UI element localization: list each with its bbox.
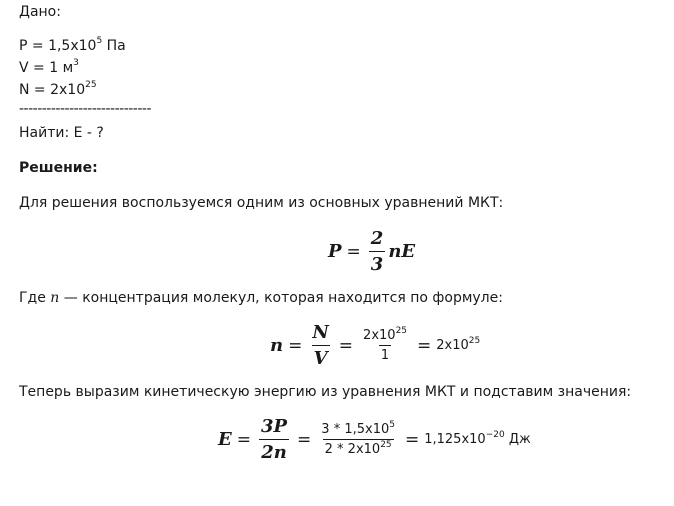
solution-heading: Решение: <box>19 160 98 176</box>
eq3-fraction-2: $\frac{3 * 1,5x10^5}{2 * 2x10^{25}}$ <box>321 419 395 457</box>
eq1-fraction: $\frac{2}{3}$ <box>370 228 384 275</box>
then-line: Теперь выразим кинетическую энергию из уравнения МКТ и подставим значения: <box>19 384 632 400</box>
eq1-rest: nE <box>388 241 416 262</box>
given-pressure: $P = 1,5x10^5$ Па <box>19 36 126 54</box>
eq2-result: $2x10^{25}$ <box>436 335 481 353</box>
eq1-equals: = <box>346 241 361 262</box>
equation-energy <box>218 416 531 463</box>
eq2-lhs: n <box>270 335 284 356</box>
given-count: $N = 2x10^{25}$ <box>19 80 97 98</box>
given-volume: V = 1 $м^3$ <box>19 58 79 76</box>
eq2-fraction-2: $\frac{2x10^{25}}{1}$ <box>363 325 408 363</box>
eq2-equals-2: = <box>338 335 354 356</box>
solution-intro: Для решения воспользуемся одним из основных уравнений МКТ: <box>19 195 504 211</box>
eq2-equals-1: = <box>288 335 303 356</box>
given-divider: ----------------------------- <box>19 101 152 117</box>
eq3-fraction-1: $\frac{3P}{2n}$ <box>260 416 288 463</box>
given-title: Дано: <box>19 4 61 20</box>
eq3-equals-2: = <box>297 429 312 450</box>
eq3-result: $1,125x10^{-20}$ Дж <box>424 429 531 447</box>
eq1-lhs: P <box>328 241 342 262</box>
where-line: Где n — концентрация молекул, которая находится по формуле: <box>19 290 503 306</box>
eq3-lhs: E <box>218 429 232 450</box>
eq2-fraction-1: $\frac{N}{V}$ <box>312 322 329 369</box>
equation-concentration <box>270 322 480 369</box>
equation-pressure <box>328 228 415 275</box>
find-line: Найти: E - ? <box>19 125 104 141</box>
eq3-equals-1: = <box>236 429 251 450</box>
eq2-equals-3: = <box>417 335 432 356</box>
eq3-equals-3: = <box>404 429 420 450</box>
